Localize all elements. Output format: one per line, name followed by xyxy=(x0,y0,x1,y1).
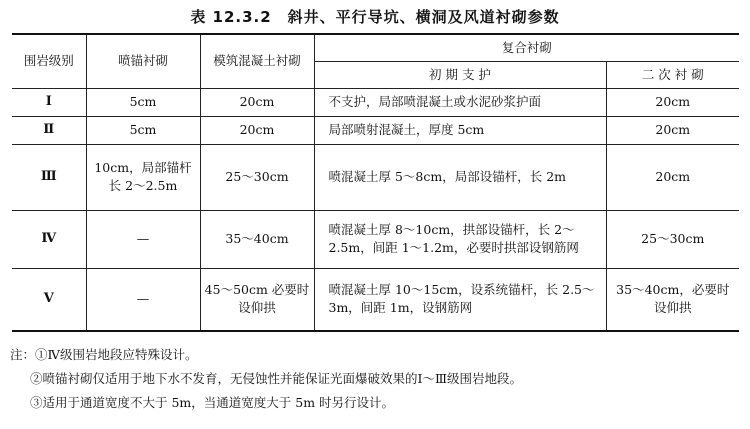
mold-cell: 35～40cm xyxy=(200,210,314,268)
header-row xyxy=(12,34,739,61)
header-secondary: 二 次 衬 砌 xyxy=(606,61,739,88)
initial-cell: 喷混凝土厚 5～8cm，局部设锚杆，长 2m xyxy=(314,144,606,210)
header-mold: 模筑混凝土衬砌 xyxy=(200,34,314,88)
secondary-cell: 20cm xyxy=(606,116,739,144)
initial-cell: 不支护，局部喷混凝土或水泥砂浆护面 xyxy=(314,88,606,116)
initial-cell: 喷混凝土厚 10～15cm，设系统锚杆，长 2.5～3m，间距 1m，设钢筋网 xyxy=(314,268,606,331)
spray-cell: — xyxy=(86,210,200,268)
table-notes xyxy=(10,343,740,415)
mold-cell: 20cm xyxy=(200,88,314,116)
grade-cell: Ⅱ xyxy=(12,116,86,144)
spray-cell: 5cm xyxy=(86,88,200,116)
table-row xyxy=(12,210,739,268)
spray-cell: — xyxy=(86,268,200,331)
grade-cell: Ⅲ xyxy=(12,144,86,210)
initial-cell: 喷混凝土厚 8～10cm，拱部设锚杆，长 2～2.5m，间距 1～1.2m，必要时拱部设钢筋网 xyxy=(314,210,606,268)
note-1: 注：①Ⅳ级围岩地段应特殊设计。 xyxy=(10,347,198,362)
spray-cell: 5cm xyxy=(86,116,200,144)
header-spray: 喷锚衬砌 xyxy=(86,34,200,88)
table-row xyxy=(12,88,739,116)
header-initial: 初 期 支 护 xyxy=(314,61,606,88)
grade-cell: Ⅰ xyxy=(12,88,86,116)
header-composite: 复合衬砌 xyxy=(314,34,739,61)
secondary-cell: 35～40cm，必要时设仰拱 xyxy=(606,268,739,331)
initial-cell: 局部喷射混凝土，厚度 5cm xyxy=(314,116,606,144)
header-grade: 围岩级别 xyxy=(12,34,86,88)
grade-cell: Ⅴ xyxy=(12,268,86,331)
note-3: ③适用于通道宽度不大于 5m，当通道宽度大于 5m 时另行设计。 xyxy=(30,395,395,410)
lining-parameters-table xyxy=(12,33,739,332)
table-row xyxy=(12,268,739,331)
note-2: ②喷锚衬砌仅适用于地下水不发育，无侵蚀性并能保证光面爆破效果的Ⅰ～Ⅲ级围岩地段。 xyxy=(30,371,522,386)
secondary-cell: 20cm xyxy=(606,144,739,210)
table-title: 表 12.3.2 斜井、平行导坑、横洞及风道衬砌参数 xyxy=(190,8,560,26)
grade-cell: Ⅳ xyxy=(12,210,86,268)
secondary-cell: 20cm xyxy=(606,88,739,116)
table-row xyxy=(12,144,739,210)
spray-cell: 10cm，局部锚杆长 2～2.5m xyxy=(86,144,200,210)
mold-cell: 45～50cm 必要时设仰拱 xyxy=(200,268,314,331)
mold-cell: 25～30cm xyxy=(200,144,314,210)
mold-cell: 20cm xyxy=(200,116,314,144)
table-row xyxy=(12,116,739,144)
secondary-cell: 25～30cm xyxy=(606,210,739,268)
